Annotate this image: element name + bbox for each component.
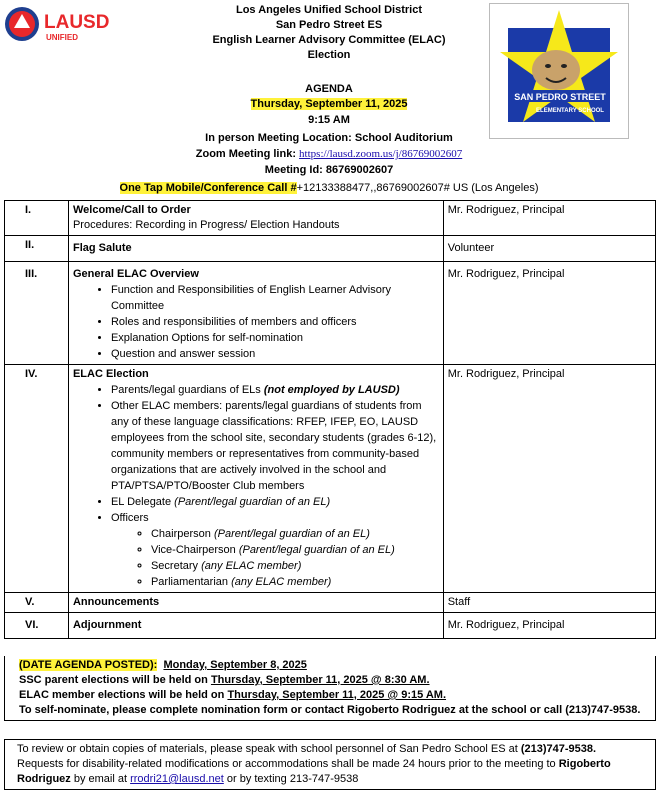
footer-box (4, 739, 656, 790)
list-item: • Explanation Options for self-nomination (111, 330, 439, 346)
table-row (5, 262, 656, 365)
meeting-location: In person Meeting Location: School Auditorium (205, 132, 453, 144)
meeting-date-line (0, 97, 658, 112)
item-title: Welcome/Call to Order (72, 204, 191, 216)
item-presenter: Mr. Rodriguez, Principal (443, 201, 655, 236)
materials-line (17, 742, 643, 757)
text-contact: or by texting 213-747-9538 (223, 773, 359, 785)
contact-name: Rigoberto Rodriguez (17, 758, 611, 785)
item-presenter: Volunteer (443, 236, 655, 262)
email-link[interactable]: rrodri21@lausd.net (130, 773, 224, 785)
officer-item (151, 574, 439, 590)
officer-note: (Parent/legal guardian of an EL) (213, 528, 370, 540)
bullet-text: EL Delegate (110, 496, 175, 508)
officer-role: Parliamentarian (150, 576, 232, 588)
item-presenter: Mr. Rodriguez, Principal (443, 613, 655, 639)
list-item (111, 510, 439, 590)
officer-role: Chairperson (150, 528, 214, 540)
officer-note: (any ELAC member) (201, 560, 302, 572)
table-row (5, 236, 656, 262)
phone-label: One Tap Mobile/Conference Call # (119, 182, 297, 194)
list-item (111, 494, 439, 510)
list-item: • Question and answer session (111, 346, 439, 362)
item-bullet-list (73, 382, 439, 590)
self-nomination-text: To self-nominate, please complete nomination form or contact Rigoberto Rodriguez at the school or call (213)747-9538. (19, 704, 641, 716)
bullet-emphasis: (Parent/legal guardian of an EL) (174, 496, 331, 508)
item-number: II. (5, 236, 69, 262)
agenda-title: AGENDA (305, 83, 353, 95)
mascot-line1: SAN PEDRO STREET (514, 92, 606, 102)
bullet-text: Parents/legal guardians of ELs (110, 384, 264, 396)
table-row (5, 365, 656, 593)
list-item: • Function and Responsibilities of English Learner Advisory Committee (111, 282, 439, 314)
meeting-id: Meeting Id: 86769002607 (264, 164, 394, 176)
posted-line (19, 658, 643, 673)
committee-name: English Learner Advisory Committee (ELAC) (212, 34, 446, 46)
phone-number: +12133388477,,86769002607# US (Los Angeles) (296, 182, 539, 194)
item-cell (68, 201, 443, 236)
ssc-text: SSC parent elections will be held on (19, 674, 211, 686)
mascot-line2: ELEMENTARY SCHOOL (536, 108, 604, 114)
accommodation-line (17, 757, 643, 787)
school-name: San Pedro Street ES (275, 19, 383, 31)
item-number: V. (5, 593, 69, 613)
table-row (5, 593, 656, 613)
posted-date: Monday, September 8, 2025 (163, 659, 307, 671)
posted-label: (DATE AGENDA POSTED): (19, 659, 158, 671)
table-row (5, 613, 656, 639)
officer-note: (Parent/legal guardian of an EL) (238, 544, 395, 556)
item-number: III. (5, 262, 69, 365)
item-title: ELAC Election (72, 368, 149, 380)
materials-text: To review or obtain copies of materials, please speak with school personnel of San Pedro School ES at (17, 743, 521, 755)
bullet-emphasis: (not employed by LAUSD) (263, 384, 400, 396)
item-title: General ELAC Overview (72, 268, 199, 280)
logo-brand: LAUSD (44, 12, 110, 33)
ssc-date: Thursday, September 11, 2025 @ 8:30 AM. (210, 674, 430, 686)
zoom-line (0, 147, 658, 162)
accommodation-text: Requests for disability-related modifications or accommodations shall be made 24 hours prior to the meeting to (17, 758, 559, 770)
logo-sub: UNIFIED (46, 33, 78, 42)
item-cell (68, 262, 443, 365)
item-presenter: Mr. Rodriguez, Principal (443, 365, 655, 593)
officer-role: Secretary (150, 560, 202, 572)
item-cell (68, 365, 443, 593)
elac-text: ELAC member elections will be held on (19, 689, 228, 701)
event-name: Election (307, 49, 351, 61)
zoom-label: Zoom Meeting link: (195, 148, 300, 160)
officer-item (151, 542, 439, 558)
officer-role: Vice-Chairperson (150, 544, 239, 556)
item-number: VI. (5, 613, 69, 639)
elac-line (19, 688, 643, 703)
meeting-date: Thursday, September 11, 2025 (250, 98, 408, 110)
list-item (111, 382, 439, 398)
list-item: • Roles and responsibilities of members and officers (111, 314, 439, 330)
materials-phone: (213)747-9538. (520, 743, 597, 755)
item-title: Adjournment (68, 613, 443, 639)
email-label: by email at (70, 773, 131, 785)
item-detail: Procedures: Recording in Progress/ Election Handouts (72, 219, 340, 231)
phone-line (0, 181, 658, 196)
officer-item (151, 526, 439, 542)
agenda-table (4, 200, 656, 639)
officer-list (111, 526, 439, 590)
item-number: IV. (5, 365, 69, 593)
officer-note: (any ELAC member) (231, 576, 332, 588)
ssc-line (19, 673, 643, 688)
bullet-text: Officers (110, 512, 149, 524)
elac-date: Thursday, September 11, 2025 @ 9:15 AM. (227, 689, 447, 701)
item-bullet-list (73, 282, 439, 362)
item-number: I. (5, 201, 69, 236)
meeting-time: 9:15 AM (308, 114, 350, 126)
list-item: • Other ELAC members: parents/legal guardians of students from any of these language classifications: RFEP, IFEP, EO, LAUSD employees from the school site, secondary students (grades 6-12), community members or representatives from community-based organizations that are actively involved in the school and PTA/PTSA/PTO/Booster Club members (111, 398, 439, 494)
officer-item (151, 558, 439, 574)
table-row (5, 201, 656, 236)
zoom-link[interactable]: https://lausd.zoom.us/j/86769002607 (299, 148, 463, 160)
item-title: Flag Salute (68, 236, 443, 262)
item-presenter: Staff (443, 593, 655, 613)
district-name: Los Angeles Unified School District (235, 4, 422, 16)
notices-box (4, 656, 656, 721)
item-presenter: Mr. Rodriguez, Principal (443, 262, 655, 365)
item-title: Announcements (68, 593, 443, 613)
